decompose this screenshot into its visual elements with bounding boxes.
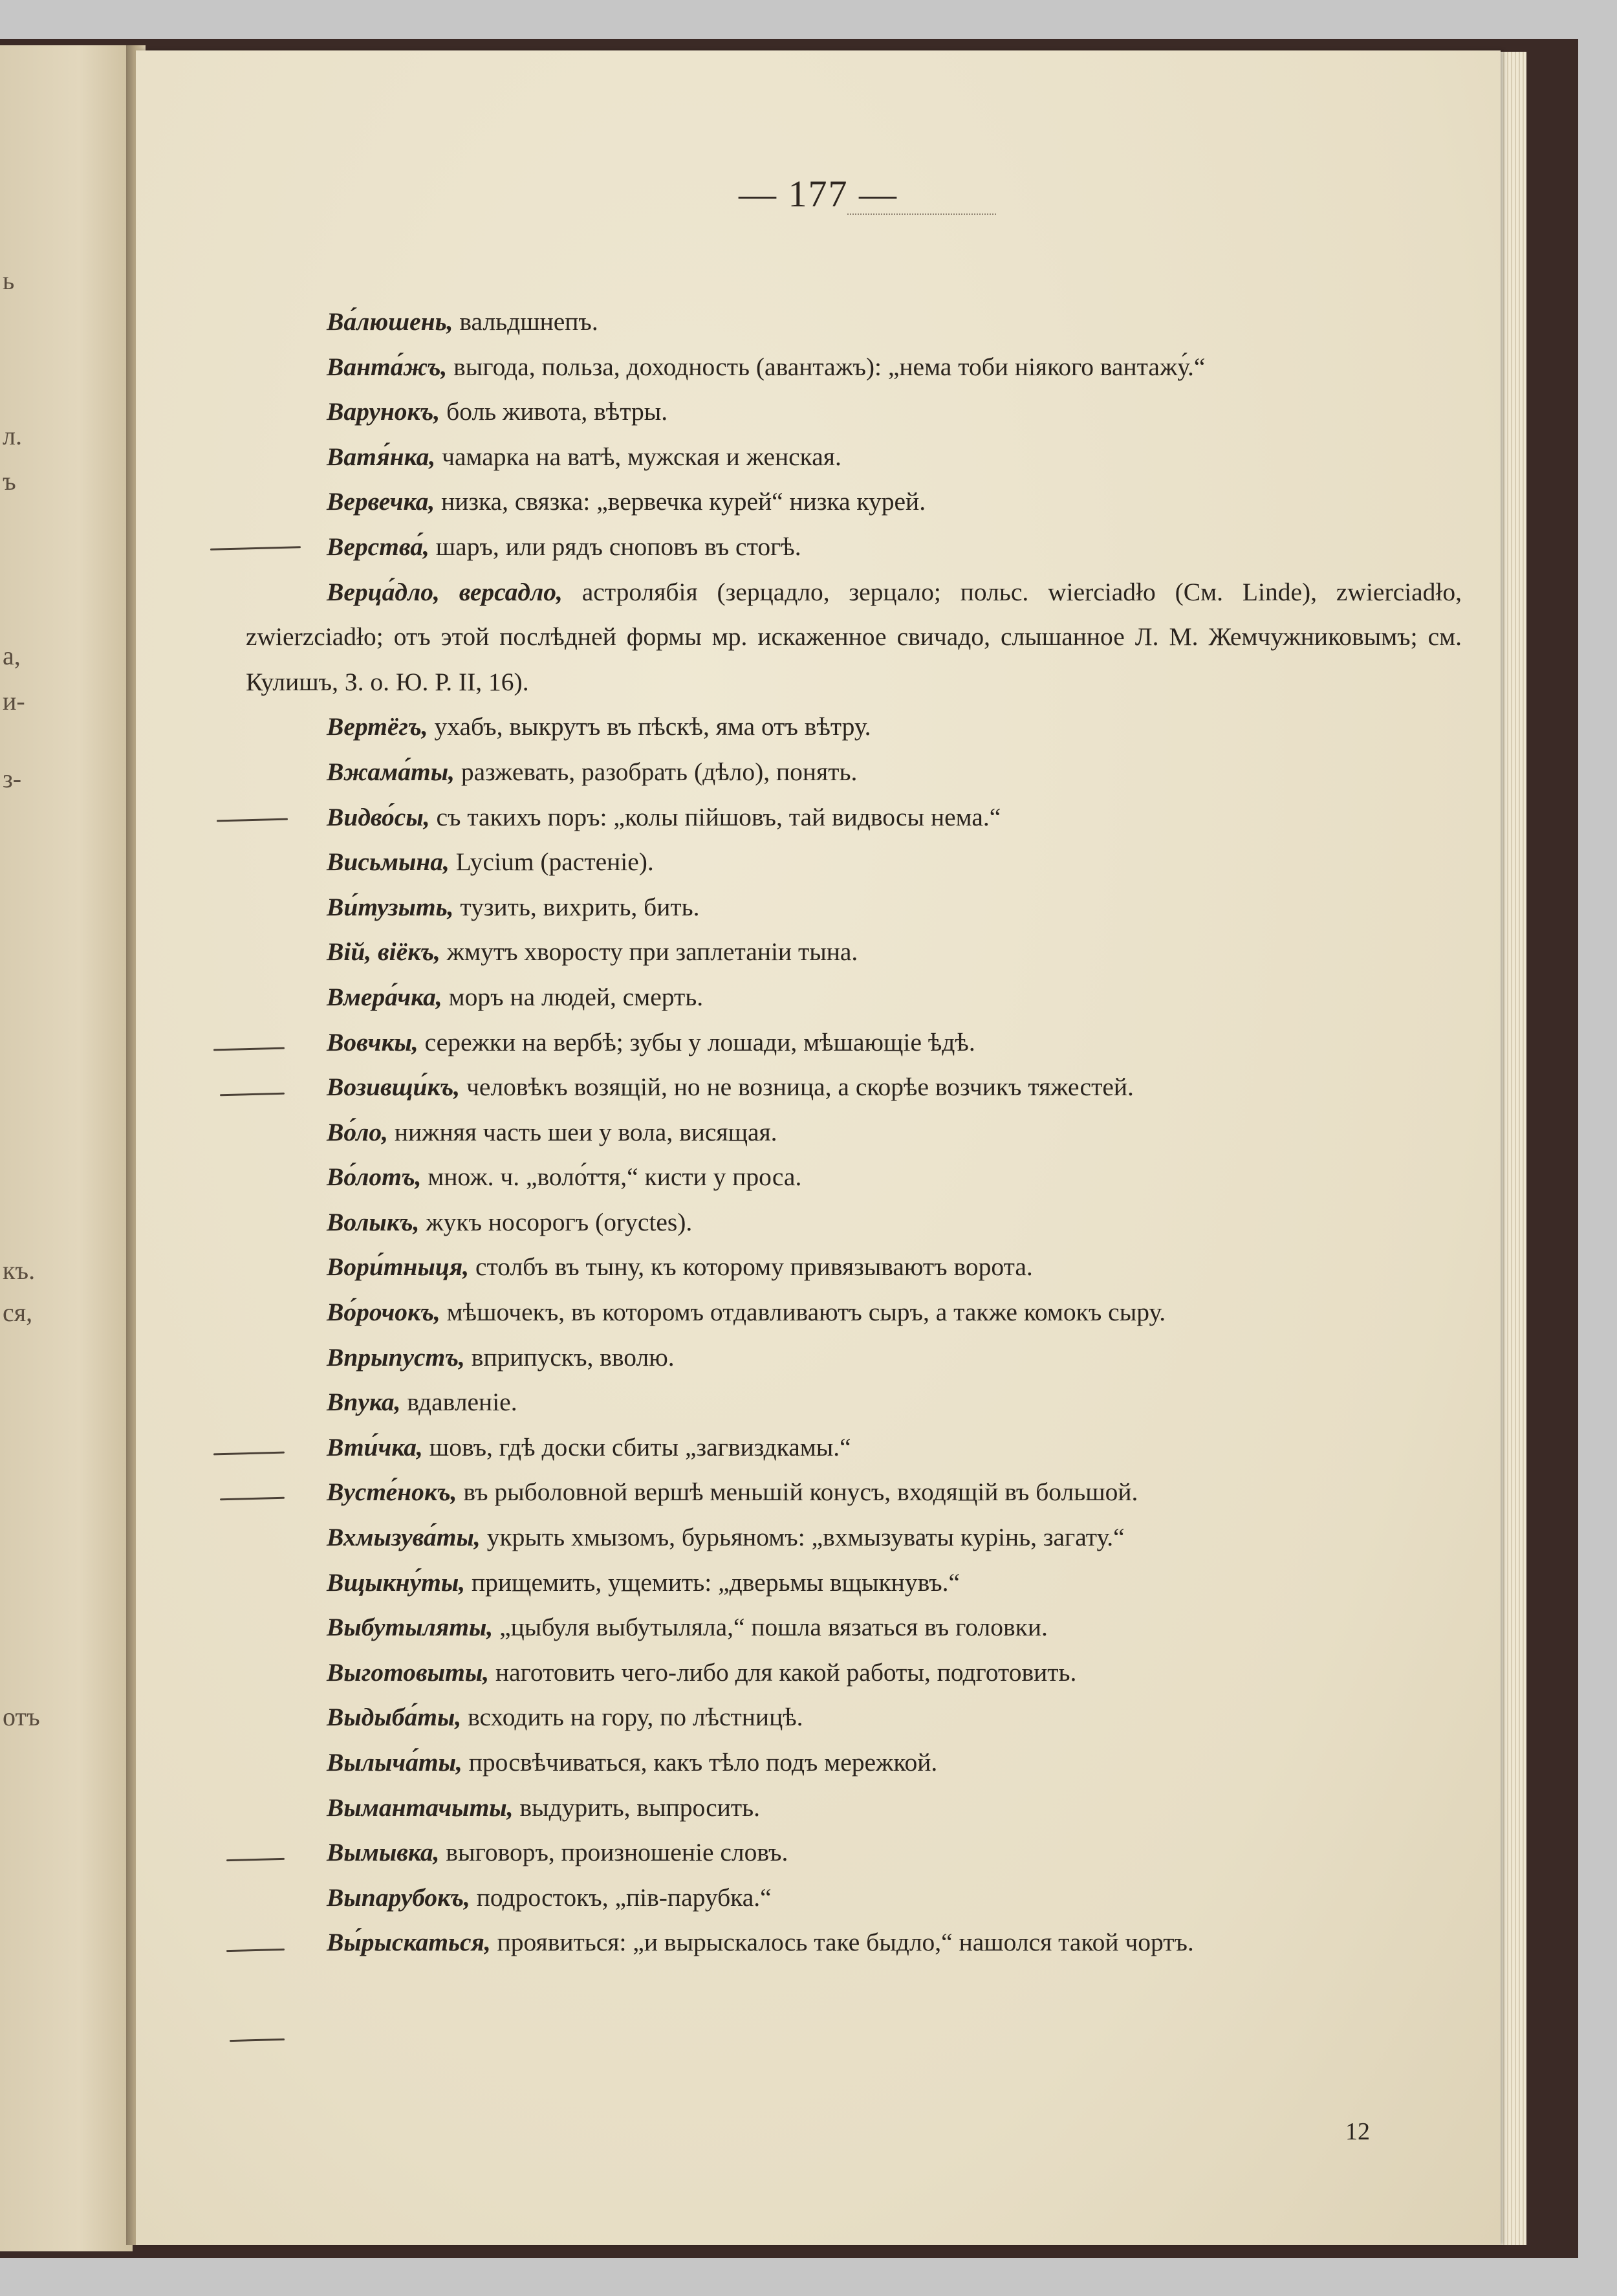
entry-definition: сережки на вербѣ; зубы у лошади, мѣшающіе ѣдѣ. [424,1027,975,1056]
entry-definition: человѣкъ возящій, но не возница, а скорѣе возчикъ тяжестей. [466,1073,1134,1102]
entry-headword: Вори́тныця, [327,1252,470,1282]
entry-definition: моръ на людей, смерть. [448,982,704,1011]
glossary-entry [246,705,1462,750]
entry-definition: всходить на гору, по лѣстницѣ. [468,1703,803,1732]
glossary-entry [246,795,1462,840]
entry-headword: Выдыба́ты, [327,1703,462,1732]
entry-definition: выгода, польза, доходность (авантажъ): „нема тоби ніякого вантажу́.“ [453,352,1206,381]
glossary-entry [246,525,1462,570]
entry-headword: Вщыкну́ты, [327,1568,466,1597]
glossary-entry [246,1290,1462,1335]
glossary-entry [246,435,1462,480]
printer-signature: 12 [1345,2118,1370,2145]
glossary-entry [246,975,1462,1020]
entry-headword: Вымывка, [327,1838,440,1867]
glossary-entry [246,1470,1462,1515]
entry-definition: укрыть хмызомъ, бурьяномъ: „вхмызуваты курінь, загату.“ [486,1523,1125,1552]
glossary-entry [246,570,1462,705]
entry-definition: ухабъ, выкрутъ въ пѣскѣ, яма отъ вѣтру. [434,712,871,741]
glossary-entry [246,1380,1462,1425]
entry-definition: Lycium (растеніе). [455,847,654,877]
entry-definition: вприпускъ, вволю. [471,1342,675,1372]
entry-headword: Во́рочокъ, [327,1298,440,1327]
entry-definition: шовъ, гдѣ доски сбиты „загвиздкамы.“ [429,1432,851,1461]
entry-headword: Вмера́чка, [327,982,442,1011]
entry-definition: боль живота, вѣтры. [446,397,668,426]
entry-headword: Во́ло, [327,1117,389,1146]
entry-definition: вдавленіе. [407,1388,517,1417]
glossary-entry [246,1695,1462,1740]
entry-headword: Верства́, [327,532,429,561]
entry-definition: астролябія (зерцадло, зерцало; польс. wierciadło (См. Linde), zwierciadło, zwierzciadło; отъ этой послѣдней формы мр. искаженное свичадо, слышанное Л. М. Жемчужниковымъ; см. Кулишъ, З. о. Ю. Р. II, 16). [246,577,1462,696]
entry-headword: Верца́дло, версадло, [327,577,563,606]
left-page-fragment: къ. [3,1256,36,1285]
entry-headword: Ванта́жъ, [327,352,448,381]
glossary-entry [246,1650,1462,1696]
left-page-fragment: и- [3,686,25,716]
entry-definition: выдурить, выпросить. [519,1793,761,1822]
glossary-entry [246,1245,1462,1290]
entry-headword: Выбутыляты, [327,1613,494,1642]
entry-definition: чамарка на ватѣ, мужская и женская. [442,442,841,471]
entry-headword: Ва́люшень, [327,307,453,336]
entry-definition: въ рыболовной вершѣ меньшій конусъ, входящій въ большой. [463,1478,1138,1507]
glossary-entry [246,1335,1462,1381]
glossary-entry [246,1020,1462,1066]
entry-definition: низка, связка: „вервечка курей“ низка курей. [441,487,926,516]
glossary-entry [246,1740,1462,1786]
entry-definition: жукъ носорогъ (orycteѕ). [426,1207,693,1236]
entry-definition: съ такихъ поръ: „колы пійшовъ, тай видвосы нема.“ [436,802,1001,831]
glossary-entry [246,1065,1462,1110]
left-page-fragment: л. [3,421,22,450]
entry-headword: Варунокъ, [327,397,440,426]
entry-headword: Впрыпустъ, [327,1342,465,1372]
entry-definition: наготовить чего-либо для какой работы, подготовить. [495,1657,1077,1687]
entry-headword: Во́лотъ, [327,1163,422,1192]
entry-definition: тузить, вихрить, бить. [460,892,700,921]
entry-headword: Вусте́нокъ, [327,1478,457,1507]
entry-definition: столбъ въ тыну, къ которому привязываютъ ворота. [475,1252,1033,1282]
entry-headword: Вти́чка, [327,1432,423,1461]
entry-definition: разжевать, разобрать (дѣло), понять. [461,757,858,786]
entry-headword: Вхмызува́ты, [327,1523,481,1552]
left-page-fragment: ь [3,266,15,295]
entry-headword: Вертёгъ, [327,712,428,741]
entry-definition: множ. ч. „воло́ття,“ кисти у проса. [428,1163,802,1192]
entry-headword: Вовчкы, [327,1027,418,1056]
entry-definition: шаръ, или рядъ сноповъ въ стогѣ. [435,532,801,561]
entry-headword: Впука, [327,1388,401,1417]
entry-headword: Выпарубокъ, [327,1883,470,1912]
glossary-entries [246,300,1462,1965]
glossary-entry [246,389,1462,435]
glossary-entry [246,479,1462,525]
glossary-entry [246,1110,1462,1155]
glossary-entry [246,750,1462,795]
glossary-entry [246,1515,1462,1560]
header-rule [847,213,996,215]
entry-definition: просвѣчиваться, какъ тѣло подъ мережкой. [468,1748,938,1777]
entry-definition: проявиться: „и вырыскалось таке быдло,“ нашолся такой чортъ. [497,1928,1194,1957]
margin-pencil-mark [230,2039,285,2042]
entry-headword: Вымантачыты, [327,1793,514,1822]
left-page-fragment: ся, [3,1298,33,1327]
glossary-entry [246,1200,1462,1245]
entry-definition: нижняя часть шеи у вола, висящая. [394,1117,777,1146]
glossary-entry [246,1875,1462,1921]
entry-headword: Видво́сы, [327,802,430,831]
glossary-entry [246,300,1462,345]
glossary-entry [246,930,1462,975]
entry-definition: „цыбуля выбутыляла,“ пошла вязаться въ головки. [499,1613,1048,1642]
glossary-entry [246,1155,1462,1200]
left-page-fragment: з- [3,764,22,793]
entry-definition: вальдшнепъ. [459,307,598,336]
entry-headword: Волыкъ, [327,1207,420,1236]
entry-headword: Возивщи́къ, [327,1073,461,1102]
glossary-entry [246,1425,1462,1471]
entry-headword: Вы́рыскаться, [327,1928,491,1957]
glossary-entry [246,1560,1462,1606]
entry-definition: мѣшочекъ, въ которомъ отдавливаютъ сыръ, а также комокъ сыру. [446,1298,1166,1327]
glossary-entry [246,345,1462,390]
entry-headword: Вервечка, [327,487,435,516]
entry-definition: прищемить, ущемить: „дверьмы вщыкнувъ.“ [472,1568,960,1597]
entry-headword: Выготовыты, [327,1657,490,1687]
book-page [136,50,1501,2245]
entry-headword: Висьмына, [327,847,450,877]
glossary-entry [246,1605,1462,1650]
glossary-entry [246,1830,1462,1875]
entry-headword: Вжама́ты, [327,757,455,786]
glossary-entry [246,885,1462,930]
page-number: — 177 — [739,173,898,215]
left-page-fragment: ъ [3,466,16,496]
left-page-fragment: отъ [3,1702,40,1731]
left-page-fragment: а, [3,641,21,670]
entry-definition: жмутъ хворосту при заплетаніи тына. [446,937,858,967]
entry-headword: Ви́тузыть, [327,892,454,921]
entry-headword: Вій, віёкъ, [327,937,440,967]
glossary-entry [246,840,1462,885]
entry-headword: Ватя́нка, [327,442,436,471]
glossary-entry [246,1920,1462,1965]
entry-headword: Вылыча́ты, [327,1748,462,1777]
glossary-entry [246,1786,1462,1831]
entry-definition: выговоръ, произношеніе словъ. [446,1838,788,1867]
left-page-edge [0,45,133,2251]
entry-definition: подростокъ, „пів-парубка.“ [476,1883,772,1912]
